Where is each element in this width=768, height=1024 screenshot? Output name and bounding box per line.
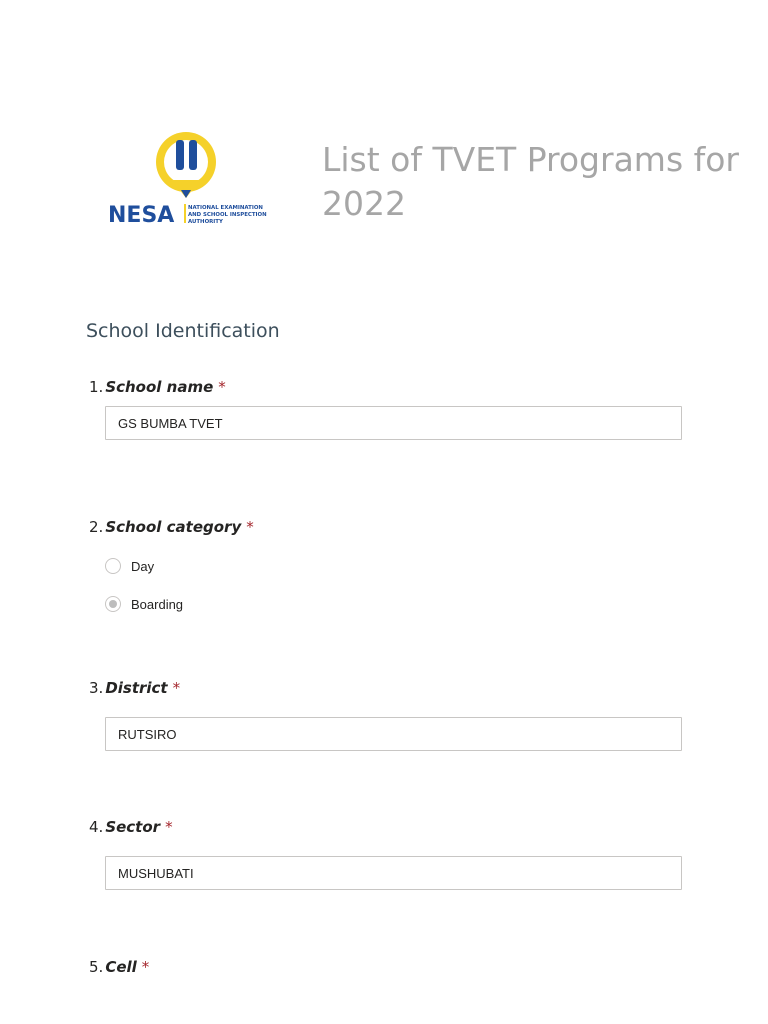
- school-name-input[interactable]: GS BUMBA TVET: [105, 406, 682, 440]
- required-marker: *: [165, 818, 173, 836]
- question-label: School name: [105, 378, 214, 396]
- radio-button-selected[interactable]: [105, 596, 121, 612]
- radio-button[interactable]: [105, 558, 121, 574]
- svg-text:AND SCHOOL INSPECTION: AND SCHOOL INSPECTION: [188, 212, 267, 218]
- question-number: 3.: [89, 679, 104, 697]
- question-label: Sector: [105, 818, 161, 836]
- question-district: [89, 678, 689, 742]
- district-input[interactable]: RUTSIRO: [105, 717, 682, 751]
- required-marker: *: [218, 378, 226, 396]
- question-school-name: [89, 377, 689, 431]
- question-cell: [89, 957, 689, 977]
- sector-input[interactable]: MUSHUBATI: [105, 856, 682, 890]
- section-title: School Identification: [86, 320, 280, 342]
- radio-option-boarding[interactable]: [105, 585, 183, 623]
- svg-text:AUTHORITY: AUTHORITY: [188, 219, 223, 225]
- required-marker: *: [246, 518, 254, 536]
- question-label: District: [105, 679, 168, 697]
- radio-label: Boarding: [131, 596, 184, 612]
- form-header: [0, 0, 768, 260]
- question-school-category: [89, 517, 689, 612]
- nesa-logo: [106, 128, 276, 228]
- question-sector: [89, 817, 689, 881]
- question-number: 4.: [89, 818, 104, 836]
- school-category-radio-group: [105, 547, 183, 623]
- svg-text:NESA: NESA: [108, 203, 175, 228]
- radio-option-day[interactable]: [105, 547, 183, 585]
- question-number: 1.: [89, 378, 104, 396]
- question-label: Cell: [105, 958, 137, 976]
- required-marker: *: [141, 958, 150, 976]
- svg-text:NATIONAL EXAMINATION: NATIONAL EXAMINATION: [188, 205, 263, 211]
- question-number: 5.: [89, 958, 104, 976]
- form-title: List of TVET Programs for 2022: [322, 140, 739, 223]
- required-marker: *: [172, 679, 181, 697]
- radio-label: Day: [131, 558, 155, 574]
- question-number: 2.: [89, 518, 104, 536]
- question-label: School category: [105, 518, 242, 536]
